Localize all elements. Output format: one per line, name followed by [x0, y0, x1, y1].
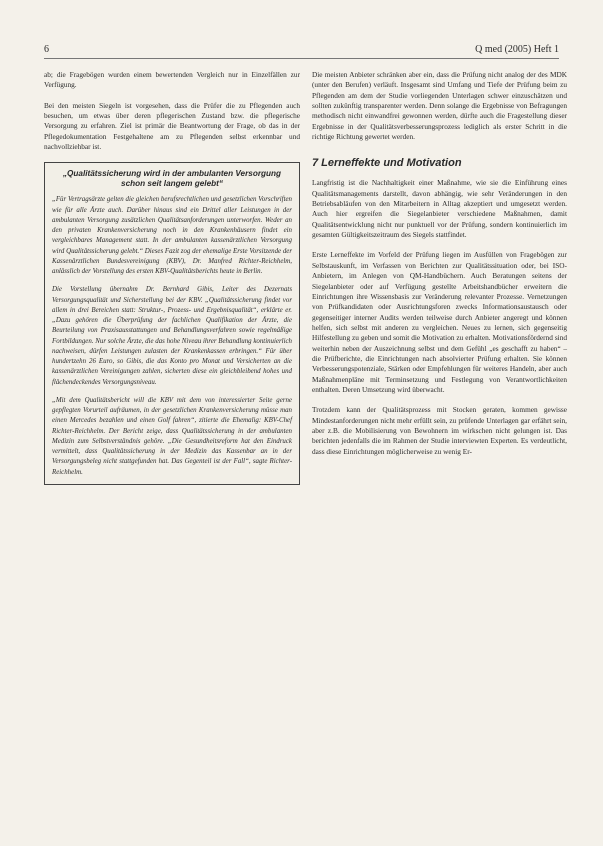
right-paragraph-3: Erste Lerneffekte im Vorfeld der Prüfung liegen im Ausfüllen von Fragebögen zur Selbstauskunft, im Verfassen von Berichten zur Qualitätssituation oder, bei ISO-Anbietern, im Anlegen von QM-Handbüchern. Auch Beratungen seitens der Siegelanbieter oder auf Verfügung gestellte Arbeitshandbücher erweitern die Einrichtungen ihre Wissensbasis zur Veränderung relevanter Prozesse. Vernetzungen von Prüfkandidaten oder Ausrichtungsforen zwecks Informationsaustausch oder gegenseitiger interner Audits werden teilweise durch Anbieter angeregt und können helfen, sich selbst mit anderen zu vergleichen. Neues zu lernen, sich gegenseitig Hilfestellung zu geben und somit die Motivation zu erhalten. Motivationsfördernd sind weiterhin neben der Auszeichnung selbst und dem Gefühl „es geschafft zu haben“ – die Prüfberichte, die Einrichtungen nach absolvierter Prüfung erhalten. Sie können Verbesserungspotenziale, Stärken oder Empfehlungen für weiteres Handeln, aber auch Maßnahmenpläne mit Terminsetzung und Festlegung von Verantwortlichkeiten enthalten. Deren Umsetzung wird überwacht.	[312, 250, 567, 394]
quote-box	[44, 162, 300, 485]
quote-box-title: „Qualitätssicherung wird in der ambulanten Versorgung schon seit langem gelebt“	[62, 169, 282, 189]
right-paragraph-4: Trotzdem kann der Qualitätsprozess mit Stocken geraten, kommen gewisse Mindestanforderungen nicht mehr erfüllt sein, zu prüfende Unterlagen gar erfährt sein, aber z.B. die Mobilisierung von Bewohnern im wirkschen nicht gelungen ist. Das berichten jedenfalls die im Rahmen der Studie interviewten Experten. Es verdeutlicht, dass diese Einrichtungen möglicherweise zu wenig Er-	[312, 405, 567, 456]
quote-box-paragraph-1: „Für Vertragsärzte gelten die gleichen berufsrechtlichen und gesetzlichen Vorschriften wie für alle Ärzte auch. Darüber hinaus sind ein Drittel aller Leistungen in der ambulanten Versorgung zusätzlichen Qualitätsanforderungen unterworfen. Weder an den privaten Krankenversicherung noch in den Krankenhäusern findet ein vergleichbares Management statt. In der ambulanten kassenärztlichen Versorgung wird Qualitätssicherung gelebt.“ Dieses Fazit zog der ehemalige Erste Vorsitzende der Kassenärztlichen Bundesvereinigung (KBV), Dr. Manfred Richter-Reichhelm, anlässlich der Vorstellung des ersten KBV-Qualitätsberichts heute in Berlin.	[52, 196, 292, 276]
quote-box-paragraph-3: „Mit dem Qualitätsbericht will die KBV mit dem von interessierter Seite gerne gepflegten Vorurteil aufräumen, in der gesetzlichen Krankenversicherung müsse man einen Mercedes bezahlen und einen Golf fahren“, zitierte die Ehemalig: KBV-Chef Richter-Reichhelm. Der Bericht zeige, dass Qualitätssicherung in der ambulanten Medizin zum Selbstverständnis gehöre. „Die Gesundheitsreform hat den Eindruck vermittelt, dass Qualitätssicherung in der Medizin das Kassenbar an in der Versorgungsbeleg nicht stattgefunden hat. Das Gegenteil ist der Fall“, sagte Richter-Reichhelm.	[52, 396, 292, 476]
right-paragraph-1: Die meisten Anbieter schränken aber ein, dass die Prüfung nicht analog der des MDK (unter den Berufen) verläuft. Insgesamt sind Umfang und Tiefe der Prüfung beim zu Pflegenden am dem der Studie vorliegenden Unterlagen schwer einzuschätzen und sollten zukünftig transparenter werden. Denn solange die Ergebnisse von Befragungen methodisch nicht einwandfrei gewonnen werden, dürfte auch die Fragestellung dieser Ergebnisse in der Qualitätsverbesserungsprozess lediglich als erster Schritt in die richtige Richtung gewertet werden.	[312, 70, 567, 142]
journal-reference: Q med (2005) Heft 1	[475, 44, 559, 55]
left-column	[44, 70, 300, 485]
left-paragraph-2: Bei den meisten Siegeln ist vorgesehen, dass die Prüfer die zu Pflegenden auch besuchen, um etwas über deren pflegerischen Zustand bzw. die pflegerische Versorgung zu erfahren. Ziel ist primär die Beantwortung der Frage, ob das in der Pflegedokumentation Festgehaltene am zu Pflegenden selbst erkennbar und nachvollziehbar ist.	[44, 100, 300, 152]
page-number: 6	[44, 44, 49, 55]
right-paragraph-2: Langfristig ist die Nachhaltigkeit einer Maßnahme, wie sie die Einführung eines Qualitätsmanagements darstellt, davon abhängig, wie sehr Veränderungen in den Betriebsabläufen von den Mitarbeitern in Alltag akzeptiert und umgesetzt werden. Auch hier ergreifen die Siegelanbieter verschiedene Maßnahmen, damit Qualitätsentwicklung nicht nur punktuell vor der Prüfung, sondern kontinuierlich im gesamten Gültigkeitszeitraum des Siegels stattfindet.	[312, 178, 567, 240]
right-column	[312, 70, 567, 467]
quote-box-paragraph-2: Die Vorstellung übernahm Dr. Bernhard Gibis, Leiter des Dezernats Versorgungsqualität und Sicherstellung bei der KBV. „Qualitätssicherung findet vor allem in drei Bereichen statt: Struktur-, Prozess- und Ergebnisqualität“, erklärte er. „Dazu gehören die Überprüfung der fachlichen Qualifikation der Ärzte, die Beurteilung von Praxisausstattungen und Behandlungsverfahren sowie regelmäßige Fortbildungen. Nur solche Ärzte, die das hohe Niveau ihrer Behandlung kontinuierlich nachweisen, dürfen Leistungen zulasten der Krankenkassen erbringen.“ Für über hundertzehn 26 Euro, so Gibis, die das Konto pro Monat und Versicherten an die kassenärztlichen Vereinigungen zahlen, sicherten diese ein gleichbleibend hohes und flächendeckendes Versorgungsniveau.	[52, 286, 292, 386]
left-paragraph-1: ab; die Fragebögen wurden einem bewertenden Vergleich nur in Einzelfällen zur Verfügung.	[44, 70, 300, 90]
section-heading: 7 Lerneffekte und Motivation	[312, 157, 462, 170]
header-rule	[44, 58, 559, 59]
